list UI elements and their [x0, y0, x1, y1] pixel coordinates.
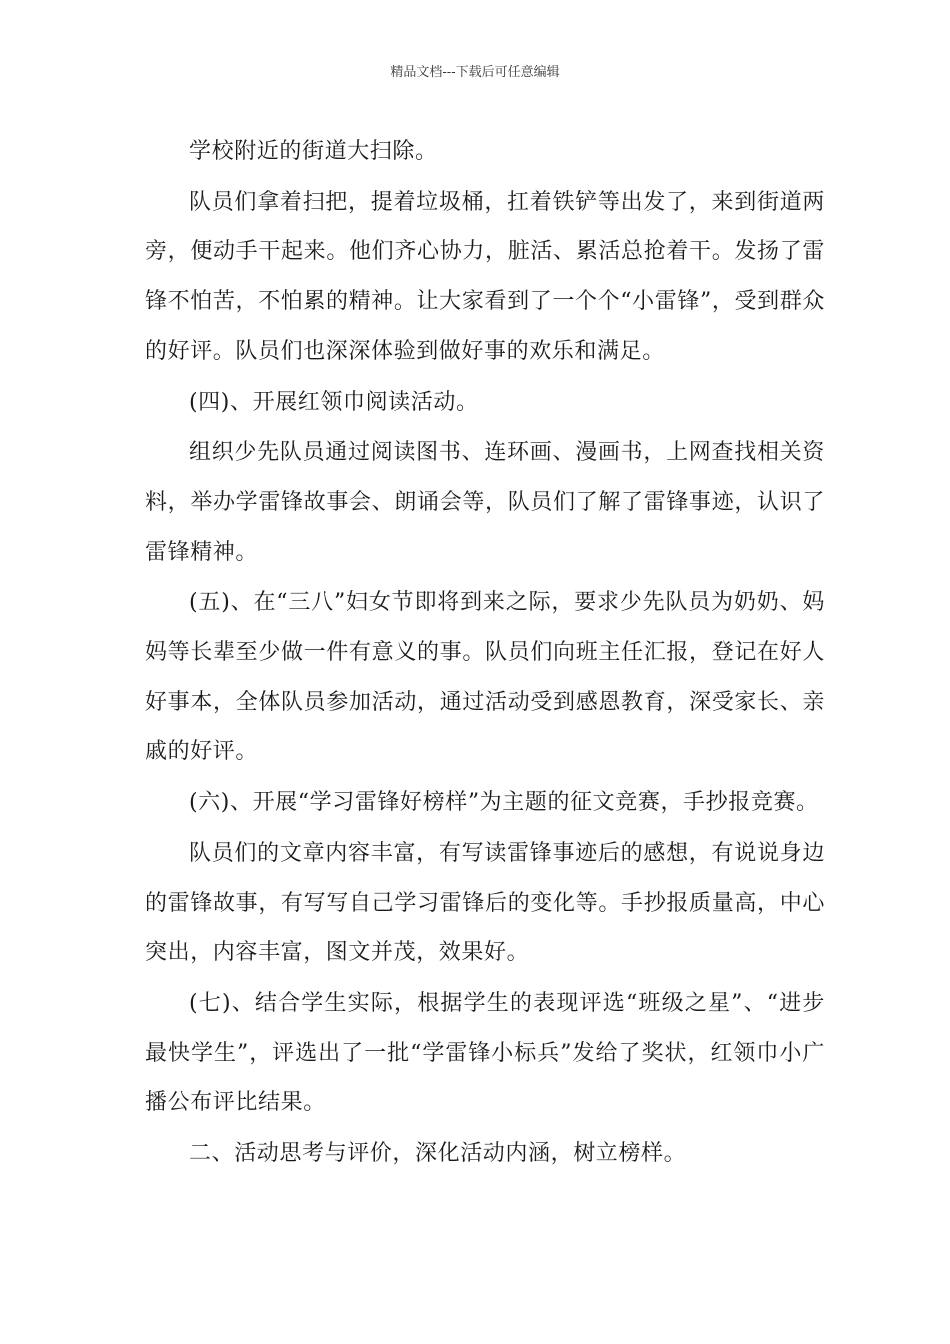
paragraph: 队员们的文章内容丰富，有写读雷锋事迹后的感想，有说说身边的雷锋故事，有写写自己学习雷锋后的变化等。手抄报质量高，中心突出，内容丰富，图文并茂，效果好。 [145, 840, 825, 966]
paragraph: (七)、结合学生实际，根据学生的表现评选“班级之星”、“进步最快学生”，评选出了一批“学雷锋小标兵”发给了奖状，红领巾小广播公布评比结果。 [145, 990, 825, 1116]
paragraph: 队员们拿着扫把，提着垃圾桶，扛着铁铲等出发了，来到街道两旁，便动手干起来。他们齐心协力，脏活、累活总抢着干。发扬了雷锋不怕苦，不怕累的精神。让大家看到了一个个“小雷锋”，受到群众的好评。队员们也深深体验到做好事的欢乐和满足。 [145, 189, 825, 364]
paragraph: 组织少先队员通过阅读图书、连环画、漫画书，上网查找相关资料，举办学雷锋故事会、朗诵会等，队员们了解了雷锋事迹，认识了雷锋精神。 [145, 440, 825, 565]
paragraph: (四)、开展红领巾阅读活动。 [189, 389, 479, 415]
document-body [145, 127, 825, 1180]
paragraph: (六)、开展“学习雷锋好榜样”为主题的征文竞赛，手抄报竞赛。 [189, 790, 819, 816]
page-header: 精品文档---下载后可任意编辑 [390, 65, 560, 80]
paragraph: (五)、在“三八”妇女节即将到来之际，要求少先队员为奶奶、妈妈等长辈至少做一件有意义的事。队员们向班主任汇报，登记在好人好事本，全体队员参加活动，通过活动受到感恩教育，深受家长、亲戚的好评。 [145, 590, 825, 765]
paragraph: 学校附近的街道大扫除。 [189, 139, 438, 164]
paragraph: 二、活动思考与评价，深化活动内涵，树立榜样。 [189, 1141, 687, 1167]
